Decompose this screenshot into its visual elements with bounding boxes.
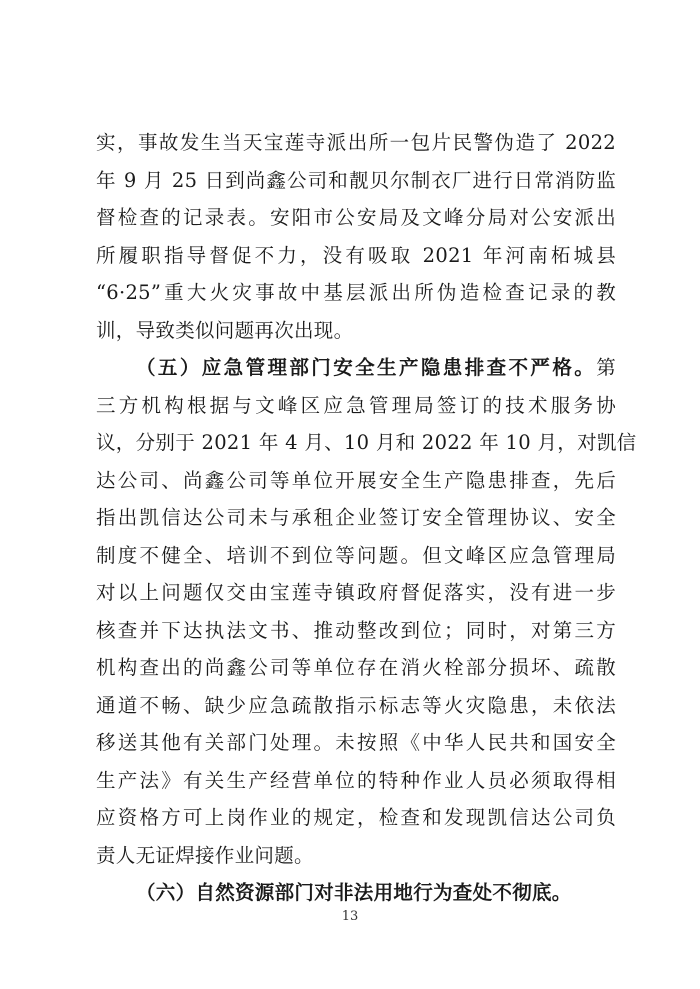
line-text: 实，事故发生当天宝莲寺派出所一包片民警伪造了 2022 [96,131,616,154]
line-text: 三方机构根据与文峰区应急管理局签订的技术服务协 [96,393,616,417]
section-heading-6 [96,874,616,912]
section-heading-text: （六）自然资源部门对非法用地行为查处不彻底。 [136,881,572,904]
line-text: 移送其他有关部门处理。未按照《中华人民共和国安全 [96,731,616,754]
text-line-4 [96,237,616,275]
text-line-5 [96,274,616,312]
body-text [96,124,637,912]
text-line-18 [96,762,616,800]
text-line-19 [96,799,616,837]
section-heading-5 [96,349,616,387]
line-text: 议，分别于 2021 年 4 月、10 月和 2022 年 10 月，对凯信 [96,431,637,454]
line-text: “6·25”重大火灾事故中基层派出所伪造检查记录的教 [96,281,616,304]
text-line-6 [96,312,616,350]
page-number: 13 [341,909,359,924]
text-line-13 [96,574,616,612]
line-text: 对以上问题仅交由宝莲寺镇政府督促落实，没有进一步 [96,581,616,604]
text-line-10 [96,462,616,500]
text-line-3 [96,199,616,237]
line-text: 应资格方可上岗作业的规定，检查和发现凯信达公司负 [96,806,616,829]
text-line-12 [96,537,616,575]
text-line-9 [96,424,637,462]
line-text: 督检查的记录表。安阳市公安局及文峰分局对公安派出 [96,206,616,229]
line-text: 机构查出的尚鑫公司等单位存在消火栓部分损坏、疏散 [96,656,616,679]
section-heading-text: （五）应急管理部门安全生产隐患排查不严格。 [136,356,597,379]
line-text: 训，导致类似问题再次出现。 [96,318,354,342]
text-line-14 [96,612,616,650]
line-text: 生产法》有关生产经营单位的特种作业人员必须取得相 [96,768,616,792]
text-line-17 [96,724,616,762]
line-text: 年 9 月 25 日到尚鑫公司和靓贝尔制衣厂进行日常消防监 [96,168,616,192]
text-line-20 [96,837,616,875]
line-text: 通道不畅、缺少应急疏散指示标志等火灾隐患，未依法 [96,693,616,717]
line-text: 所履职指导督促不力，没有吸取 2021 年河南柘城县 [96,243,616,267]
text-line-1 [96,124,616,162]
text-line-2 [96,162,616,200]
line-text: 核查并下达执法文书、推动整改到位；同时，对第三方 [96,618,616,642]
line-text: 达公司、尚鑫公司等单位开展安全生产隐患排查，先后 [96,468,616,492]
line-text: 责人无证焊接作业问题。 [96,843,314,867]
text-line-11 [96,499,616,537]
text-line-16 [96,687,616,725]
line-text: 指出凯信达公司未与承租企业签订安全管理协议、安全 [96,506,616,529]
line-text: 第 [596,356,616,379]
text-line-8 [96,387,616,425]
text-line-15 [96,649,616,687]
line-text: 制度不健全、培训不到位等问题。但文峰区应急管理局 [96,543,616,567]
